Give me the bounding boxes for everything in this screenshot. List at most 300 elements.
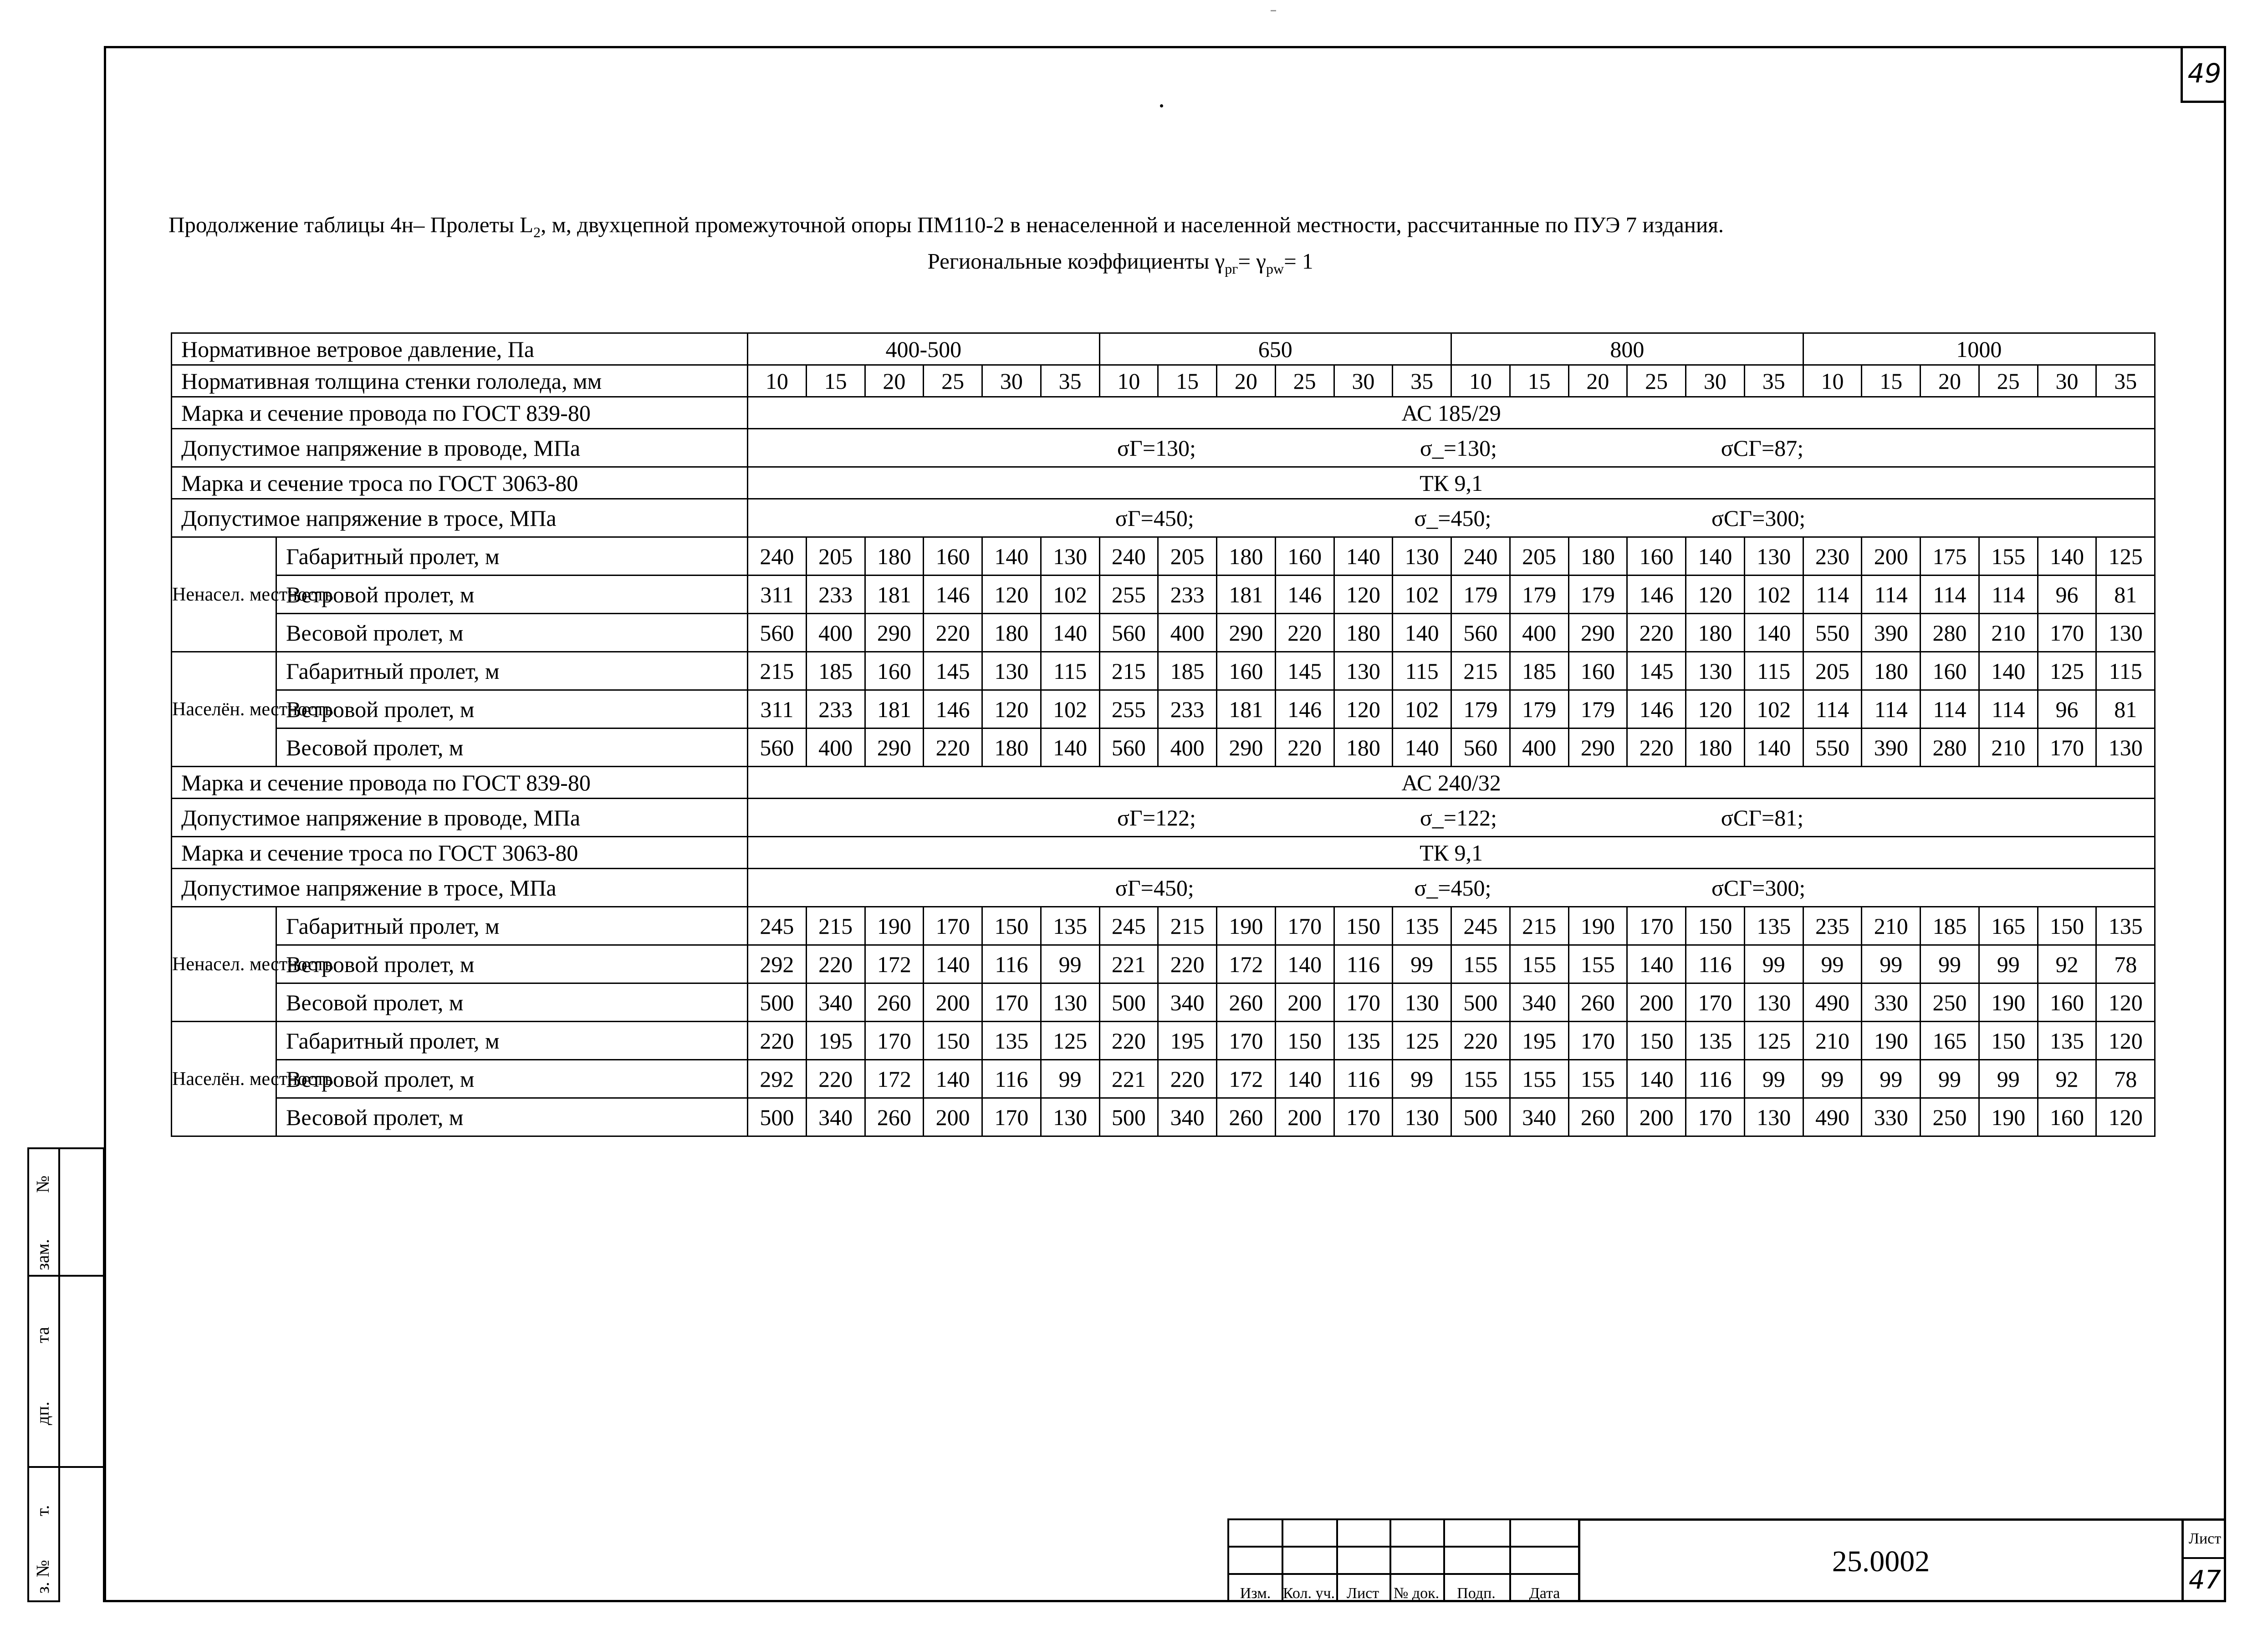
locality-group: Населён. местность <box>172 652 276 767</box>
span-value: 146 <box>1275 690 1334 728</box>
sidebar-col-2 <box>60 1147 105 1602</box>
span-value: 185 <box>1921 907 1979 945</box>
revision-grid <box>1227 1518 1580 1602</box>
span-value: 215 <box>1099 652 1158 690</box>
span-value: 120 <box>1334 690 1393 728</box>
table-row <box>172 799 2155 837</box>
span-value: 390 <box>1862 728 1921 767</box>
span-value: 120 <box>2096 1022 2155 1060</box>
span-value: 99 <box>1393 945 1451 983</box>
span-value: 220 <box>1099 1022 1158 1060</box>
span-value: 135 <box>2038 1022 2096 1060</box>
span-value: 180 <box>1568 537 1627 576</box>
span-value: 220 <box>748 1022 807 1060</box>
span-value: 400 <box>1510 728 1568 767</box>
stress-value: σ_=130; <box>1420 435 1497 461</box>
span-value: 160 <box>2038 1098 2096 1136</box>
span-value: 78 <box>2096 945 2155 983</box>
rope-stress-label: Допустимое напряжение в тросе, МПа <box>172 869 748 907</box>
span-value: 290 <box>1568 728 1627 767</box>
span-value: 195 <box>806 1022 865 1060</box>
span-value: 140 <box>1393 614 1451 652</box>
ice-value: 35 <box>1744 365 1803 397</box>
span-value: 114 <box>1803 690 1862 728</box>
span-value: 181 <box>1217 576 1276 614</box>
span-value: 81 <box>2096 576 2155 614</box>
ice-value: 20 <box>1921 365 1979 397</box>
sheet-number: 47 <box>2188 1565 2222 1595</box>
span-value: 140 <box>1627 1060 1686 1098</box>
span-value: 140 <box>1393 728 1451 767</box>
span-value: 500 <box>748 983 807 1022</box>
span-value: 130 <box>2096 728 2155 767</box>
span-value: 179 <box>1510 690 1568 728</box>
span-value: 179 <box>1568 690 1627 728</box>
span-value: 235 <box>1803 907 1862 945</box>
ice-value: 15 <box>806 365 865 397</box>
ice-value: 20 <box>1568 365 1627 397</box>
span-value: 102 <box>1393 690 1451 728</box>
span-value: 179 <box>1451 576 1510 614</box>
span-value: 280 <box>1921 728 1979 767</box>
ice-value: 15 <box>1158 365 1217 397</box>
span-value: 130 <box>982 652 1041 690</box>
span-value: 99 <box>1921 1060 1979 1098</box>
ice-value: 20 <box>865 365 924 397</box>
coef-text-mid: = γ <box>1238 248 1266 274</box>
span-value: 155 <box>1510 945 1568 983</box>
span-value: 160 <box>1627 537 1686 576</box>
span-value: 160 <box>1217 652 1276 690</box>
table-row <box>172 1022 2155 1060</box>
span-value: 135 <box>1041 907 1099 945</box>
rope-stress-label: Допустимое напряжение в тросе, МПа <box>172 499 748 537</box>
table-row <box>172 429 2155 467</box>
stress-values <box>750 805 2152 831</box>
span-value: 114 <box>1862 690 1921 728</box>
span-value: 170 <box>1334 983 1393 1022</box>
stamp-caption: Подп. <box>1457 1585 1496 1602</box>
stamp-caption: № док. <box>1393 1585 1440 1602</box>
span-value: 140 <box>982 537 1041 576</box>
span-type-label: Весовой пролет, м <box>276 614 748 652</box>
span-value: 233 <box>1158 690 1217 728</box>
wire-value: АС 240/32 <box>748 767 2155 799</box>
span-type-label: Габаритный пролет, м <box>276 652 748 690</box>
pressure-group: 650 <box>1099 333 1451 365</box>
stamp-caption: Кол. уч. <box>1282 1585 1335 1602</box>
span-value: 99 <box>1041 945 1099 983</box>
span-value: 560 <box>1451 728 1510 767</box>
span-value: 114 <box>1921 576 1979 614</box>
ice-value: 10 <box>748 365 807 397</box>
ice-value: 10 <box>1803 365 1862 397</box>
span-value: 330 <box>1862 1098 1921 1136</box>
ice-value: 35 <box>1041 365 1099 397</box>
span-value: 116 <box>982 945 1041 983</box>
span-value: 146 <box>1627 576 1686 614</box>
span-value: 255 <box>1099 576 1158 614</box>
document-designation: 25.0002 <box>1578 1518 2181 1602</box>
stress-values <box>750 435 2152 461</box>
span-value: 130 <box>1744 1098 1803 1136</box>
span-value: 155 <box>1510 1060 1568 1098</box>
span-value: 155 <box>1568 1060 1627 1098</box>
stamp-caption: Лист <box>1346 1585 1379 1602</box>
span-value: 340 <box>1510 983 1568 1022</box>
span-value: 140 <box>1334 537 1393 576</box>
stamp-caption: Изм. <box>1240 1585 1271 1602</box>
span-value: 400 <box>806 728 865 767</box>
wire-stress-values <box>748 429 2155 467</box>
table-row <box>172 652 2155 690</box>
span-value: 200 <box>1275 1098 1334 1136</box>
span-value: 233 <box>806 576 865 614</box>
span-value: 170 <box>1568 1022 1627 1060</box>
span-value: 220 <box>1158 1060 1217 1098</box>
span-value: 260 <box>1568 983 1627 1022</box>
span-value: 185 <box>1158 652 1217 690</box>
span-value: 500 <box>1099 983 1158 1022</box>
spans-table <box>171 332 2156 1137</box>
span-value: 130 <box>1393 537 1451 576</box>
table-row <box>172 397 2155 429</box>
span-value: 200 <box>924 983 982 1022</box>
span-value: 181 <box>865 690 924 728</box>
span-type-label: Ветровой пролет, м <box>276 945 748 983</box>
stress-value: σСГ=81; <box>1721 805 1804 830</box>
span-value: 102 <box>1041 690 1099 728</box>
span-value: 233 <box>1158 576 1217 614</box>
span-value: 180 <box>1334 614 1393 652</box>
span-type-label: Ветровой пролет, м <box>276 690 748 728</box>
span-value: 210 <box>1979 614 2038 652</box>
sheet-box <box>2181 1518 2226 1602</box>
span-value: 340 <box>806 983 865 1022</box>
span-value: 150 <box>2038 907 2096 945</box>
span-value: 220 <box>806 945 865 983</box>
span-value: 115 <box>1744 652 1803 690</box>
table-row <box>172 690 2155 728</box>
span-value: 99 <box>1041 1060 1099 1098</box>
span-value: 500 <box>1451 1098 1510 1136</box>
span-value: 125 <box>2038 652 2096 690</box>
span-value: 155 <box>1451 1060 1510 1098</box>
span-value: 99 <box>1393 1060 1451 1098</box>
span-value: 340 <box>1158 1098 1217 1136</box>
ice-value: 25 <box>1627 365 1686 397</box>
ice-value: 15 <box>1510 365 1568 397</box>
span-value: 150 <box>1275 1022 1334 1060</box>
span-value: 200 <box>1627 1098 1686 1136</box>
ice-value: 10 <box>1099 365 1158 397</box>
span-value: 200 <box>924 1098 982 1136</box>
span-value: 140 <box>1627 945 1686 983</box>
span-value: 170 <box>1686 983 1745 1022</box>
locality-group: Ненасел. местность <box>172 537 276 652</box>
span-value: 170 <box>2038 614 2096 652</box>
span-value: 190 <box>1568 907 1627 945</box>
stamp-caption: Дата <box>1529 1585 1560 1602</box>
span-value: 340 <box>1158 983 1217 1022</box>
span-value: 220 <box>1451 1022 1510 1060</box>
span-value: 180 <box>982 614 1041 652</box>
span-value: 180 <box>1217 537 1276 576</box>
span-value: 179 <box>1510 576 1568 614</box>
span-value: 181 <box>1217 690 1276 728</box>
scan-mark <box>1271 10 1276 11</box>
span-value: 292 <box>748 945 807 983</box>
span-value: 210 <box>1979 728 2038 767</box>
span-value: 135 <box>2096 907 2155 945</box>
span-value: 260 <box>1217 983 1276 1022</box>
span-value: 140 <box>1979 652 2038 690</box>
span-value: 114 <box>1862 576 1921 614</box>
span-value: 99 <box>1803 1060 1862 1098</box>
span-value: 99 <box>1803 945 1862 983</box>
span-value: 400 <box>1158 614 1217 652</box>
sheet-label: Лист <box>2184 1521 2226 1559</box>
span-value: 292 <box>748 1060 807 1098</box>
ice-value: 30 <box>982 365 1041 397</box>
rope-stress-values <box>748 499 2155 537</box>
wire-stress-values <box>748 799 2155 837</box>
stress-value: σ_=450; <box>1414 875 1492 901</box>
span-value: 146 <box>924 576 982 614</box>
sidebar-label: дп. <box>32 1401 53 1425</box>
span-value: 179 <box>1451 690 1510 728</box>
span-value: 172 <box>1217 945 1276 983</box>
span-value: 181 <box>865 576 924 614</box>
span-value: 160 <box>1568 652 1627 690</box>
table-row <box>172 365 2155 397</box>
span-value: 135 <box>1686 1022 1745 1060</box>
span-value: 195 <box>1510 1022 1568 1060</box>
span-value: 290 <box>1217 728 1276 767</box>
span-value: 135 <box>1334 1022 1393 1060</box>
span-value: 215 <box>1510 907 1568 945</box>
span-value: 172 <box>865 945 924 983</box>
span-value: 150 <box>1334 907 1393 945</box>
span-value: 172 <box>865 1060 924 1098</box>
span-value: 92 <box>2038 945 2096 983</box>
span-value: 150 <box>1686 907 1745 945</box>
span-value: 150 <box>924 1022 982 1060</box>
span-type-label: Габаритный пролет, м <box>276 1022 748 1060</box>
span-value: 170 <box>1334 1098 1393 1136</box>
span-value: 120 <box>1334 576 1393 614</box>
span-value: 550 <box>1803 614 1862 652</box>
table-row <box>172 537 2155 576</box>
span-value: 175 <box>1921 537 1979 576</box>
span-value: 160 <box>1921 652 1979 690</box>
span-value: 135 <box>982 1022 1041 1060</box>
ice-value: 30 <box>1334 365 1393 397</box>
pressure-group: 400-500 <box>748 333 1100 365</box>
span-value: 400 <box>1158 728 1217 767</box>
table-row <box>172 983 2155 1022</box>
span-value: 260 <box>865 1098 924 1136</box>
sidebar-label: т. <box>32 1505 53 1516</box>
span-value: 114 <box>1803 576 1862 614</box>
span-value: 190 <box>1979 1098 2038 1136</box>
span-type-label: Весовой пролет, м <box>276 1098 748 1136</box>
span-value: 215 <box>748 652 807 690</box>
stress-value: σГ=450; <box>1115 505 1194 531</box>
title-text: Продолжение таблицы 4н– Пролеты L <box>169 212 534 237</box>
coef-text: Региональные коэффициенты γ <box>927 248 1225 274</box>
span-value: 120 <box>2096 1098 2155 1136</box>
title-text-rest: , м, двухцепной промежуточной опоры ПМ110-2 в ненаселенной и населенной местности, рассчитанные по ПУЭ 7 издания. <box>541 212 1724 237</box>
span-value: 210 <box>1803 1022 1862 1060</box>
span-value: 260 <box>1217 1098 1276 1136</box>
span-value: 179 <box>1568 576 1627 614</box>
span-value: 390 <box>1862 614 1921 652</box>
table-row <box>172 614 2155 652</box>
span-value: 220 <box>1275 728 1334 767</box>
span-value: 116 <box>982 1060 1041 1098</box>
span-value: 120 <box>982 690 1041 728</box>
span-value: 200 <box>1862 537 1921 576</box>
span-value: 140 <box>1041 728 1099 767</box>
span-value: 130 <box>1041 537 1099 576</box>
span-value: 170 <box>2038 728 2096 767</box>
span-value: 245 <box>1451 907 1510 945</box>
span-value: 99 <box>1744 945 1803 983</box>
span-value: 195 <box>1158 1022 1217 1060</box>
span-value: 330 <box>1862 983 1921 1022</box>
span-value: 99 <box>1921 945 1979 983</box>
span-value: 140 <box>1744 614 1803 652</box>
table-row <box>172 907 2155 945</box>
span-value: 114 <box>1979 576 2038 614</box>
wire-label: Марка и сечение провода по ГОСТ 839-80 <box>172 397 748 429</box>
span-type-label: Весовой пролет, м <box>276 983 748 1022</box>
ice-value: 10 <box>1451 365 1510 397</box>
stress-value: σСГ=300; <box>1711 505 1806 531</box>
stress-value: σГ=450; <box>1115 875 1194 901</box>
span-value: 140 <box>1275 1060 1334 1098</box>
span-value: 560 <box>748 728 807 767</box>
table-row <box>172 837 2155 869</box>
span-value: 155 <box>1979 537 2038 576</box>
ice-value: 30 <box>2038 365 2096 397</box>
span-value: 205 <box>1803 652 1862 690</box>
span-value: 250 <box>1921 983 1979 1022</box>
span-type-label: Габаритный пролет, м <box>276 537 748 576</box>
span-value: 260 <box>1568 1098 1627 1136</box>
title-subscript: 2 <box>533 224 541 240</box>
rope-value: ТК 9,1 <box>748 467 2155 499</box>
ice-value: 25 <box>924 365 982 397</box>
span-value: 205 <box>1158 537 1217 576</box>
span-value: 150 <box>1627 1022 1686 1060</box>
span-value: 116 <box>1334 1060 1393 1098</box>
pressure-group: 1000 <box>1803 333 2155 365</box>
ice-value: 25 <box>1979 365 2038 397</box>
span-value: 205 <box>1510 537 1568 576</box>
span-value: 220 <box>1627 614 1686 652</box>
span-value: 200 <box>1275 983 1334 1022</box>
span-value: 140 <box>1275 945 1334 983</box>
span-value: 180 <box>1334 728 1393 767</box>
span-value: 200 <box>1627 983 1686 1022</box>
wire-stress-label: Допустимое напряжение в проводе, МПа <box>172 429 748 467</box>
span-value: 215 <box>1451 652 1510 690</box>
span-value: 99 <box>1744 1060 1803 1098</box>
span-value: 145 <box>924 652 982 690</box>
span-value: 160 <box>924 537 982 576</box>
span-value: 115 <box>1041 652 1099 690</box>
sidebar-label: № <box>32 1175 53 1193</box>
span-value: 190 <box>1217 907 1276 945</box>
span-value: 240 <box>1099 537 1158 576</box>
span-value: 560 <box>748 614 807 652</box>
table-title <box>169 210 2072 283</box>
stress-value: σ_=450; <box>1414 505 1492 531</box>
span-type-label: Весовой пролет, м <box>276 728 748 767</box>
span-value: 102 <box>1744 576 1803 614</box>
span-value: 155 <box>1451 945 1510 983</box>
span-value: 500 <box>1099 1098 1158 1136</box>
span-value: 255 <box>1099 690 1158 728</box>
span-value: 221 <box>1099 1060 1158 1098</box>
span-value: 116 <box>1686 945 1745 983</box>
wire-stress-label: Допустимое напряжение в проводе, МПа <box>172 799 748 837</box>
ice-value: 35 <box>2096 365 2155 397</box>
rope-label: Марка и сечение троса по ГОСТ 3063-80 <box>172 837 748 869</box>
span-value: 102 <box>1041 576 1099 614</box>
span-type-label: Габаритный пролет, м <box>276 907 748 945</box>
span-value: 135 <box>1744 907 1803 945</box>
sidebar-label: та <box>32 1327 53 1343</box>
span-value: 170 <box>865 1022 924 1060</box>
span-value: 245 <box>748 907 807 945</box>
span-value: 290 <box>865 728 924 767</box>
span-value: 130 <box>1686 652 1745 690</box>
span-value: 130 <box>1041 1098 1099 1136</box>
span-value: 170 <box>1275 907 1334 945</box>
span-value: 290 <box>865 614 924 652</box>
span-value: 145 <box>1275 652 1334 690</box>
span-value: 150 <box>982 907 1041 945</box>
table-row <box>172 1098 2155 1136</box>
span-value: 180 <box>1686 728 1745 767</box>
table-row <box>172 467 2155 499</box>
span-value: 280 <box>1921 614 1979 652</box>
span-value: 146 <box>1275 576 1334 614</box>
span-value: 260 <box>865 983 924 1022</box>
span-value: 170 <box>982 1098 1041 1136</box>
span-value: 311 <box>748 690 807 728</box>
coef-sub-2: pw <box>1266 260 1284 277</box>
span-value: 190 <box>1979 983 2038 1022</box>
span-value: 190 <box>1862 1022 1921 1060</box>
rope-label: Марка и сечение троса по ГОСТ 3063-80 <box>172 467 748 499</box>
span-value: 290 <box>1217 614 1276 652</box>
span-value: 125 <box>1041 1022 1099 1060</box>
table-row <box>172 945 2155 983</box>
span-value: 220 <box>1275 614 1334 652</box>
span-value: 130 <box>1041 983 1099 1022</box>
span-value: 99 <box>1862 1060 1921 1098</box>
table-row <box>172 333 2155 365</box>
span-value: 81 <box>2096 690 2155 728</box>
span-value: 180 <box>1686 614 1745 652</box>
span-value: 99 <box>1979 945 2038 983</box>
span-value: 155 <box>1568 945 1627 983</box>
span-value: 220 <box>924 614 982 652</box>
